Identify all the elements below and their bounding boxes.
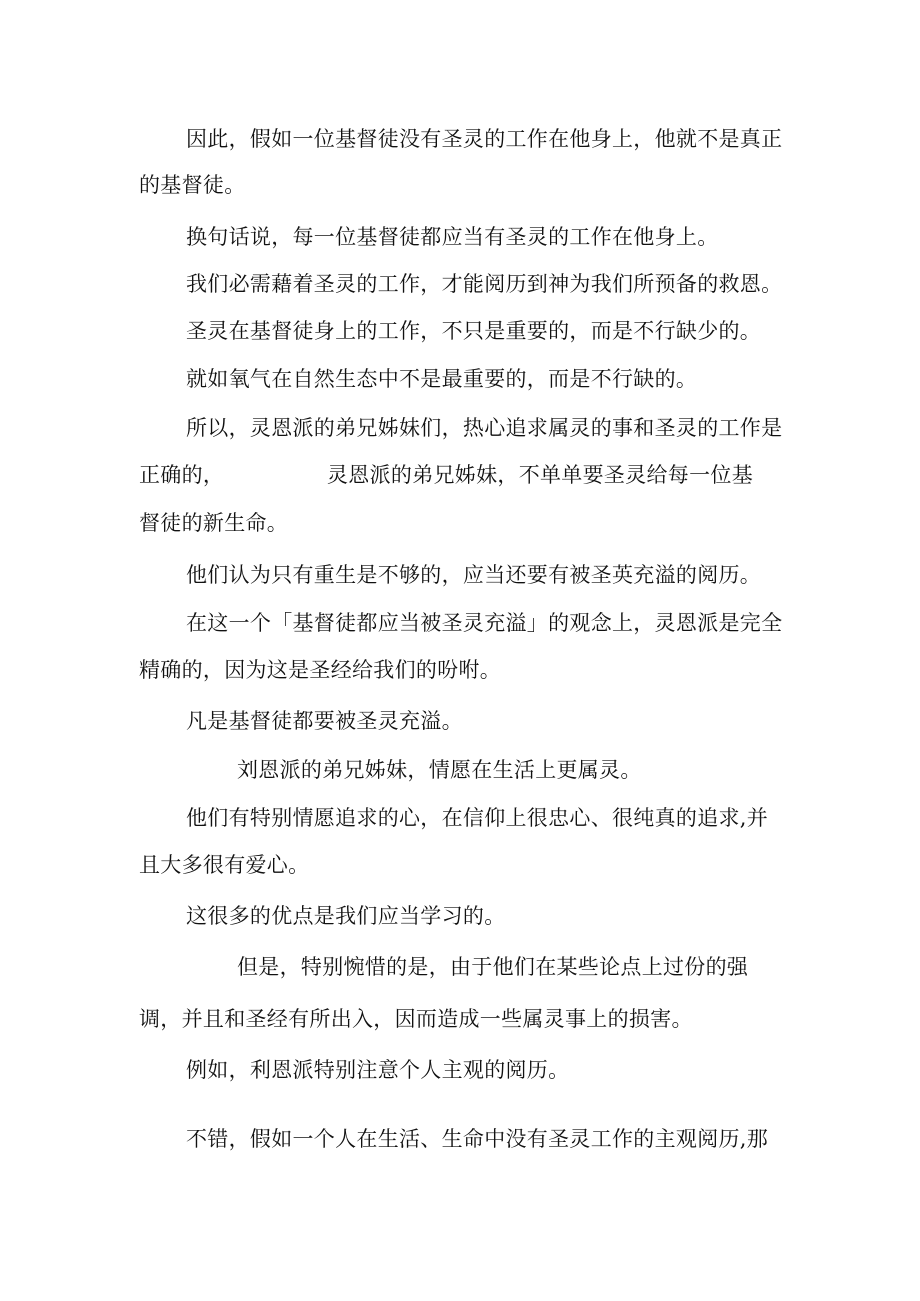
- text-line: 我们必需藉着圣灵的工作，才能阅历到神为我们所预备的救恩。: [186, 272, 783, 296]
- text-line: 这很多的优点是我们应当学习的。: [186, 904, 506, 928]
- text-line: 凡是基督徒都要被圣灵充溢。: [186, 709, 463, 733]
- text-line: 不错，假如一个人在生活、生命中没有圣灵工作的主观阅历,那: [186, 1127, 769, 1151]
- text-line: 在这一个「基督徒都应当被圣灵充溢」的观念上，灵恩派是完全: [186, 611, 783, 635]
- text-line: 因此，假如一位基督徒没有圣灵的工作在他身上，他就不是真正: [186, 127, 783, 151]
- text-line: 圣灵在基督徒身上的工作，不只是重要的，而是不行缺少的。: [186, 319, 762, 343]
- text-line: 且大多很有爱心。: [139, 853, 310, 877]
- text-line: 但是，特别惋惜的是，由于他们在某些论点上过份的强: [237, 955, 749, 979]
- text-line: 所以，灵恩派的弟兄姊妹们，热心追求属灵的事和圣灵的工作是: [186, 416, 783, 440]
- text-line: 例如，利恩派特别注意个人主观的阅历。: [186, 1058, 570, 1082]
- text-line: 灵恩派的弟兄姊妹，不单单要圣灵给每一位基: [327, 463, 753, 487]
- text-line: 的基督徒。: [139, 173, 246, 197]
- text-line: 他们认为只有重生是不够的，应当还要有被圣英充溢的阅历。: [186, 563, 762, 587]
- text-line: 调，并且和圣经有所出入，因而造成一些属灵事上的损害。: [139, 1007, 693, 1031]
- text-line: 刘恩派的弟兄姊妹，情愿在生活上更属灵。: [237, 758, 642, 782]
- text-line: 正确的，: [139, 463, 225, 487]
- text-line: 他们有特别情愿追求的心，在信仰上很忠心、很纯真的追求,并: [186, 806, 769, 830]
- text-line: 督徒的新生命。: [139, 511, 289, 535]
- text-line: 就如氧气在自然生态中不是最重要的，而是不行缺的。: [186, 367, 698, 391]
- text-line: 换句话说，每一位基督徒都应当有圣灵的工作在他身上。: [186, 225, 719, 249]
- text-line: 精确的，因为这是圣经给我们的吩咐。: [139, 658, 502, 682]
